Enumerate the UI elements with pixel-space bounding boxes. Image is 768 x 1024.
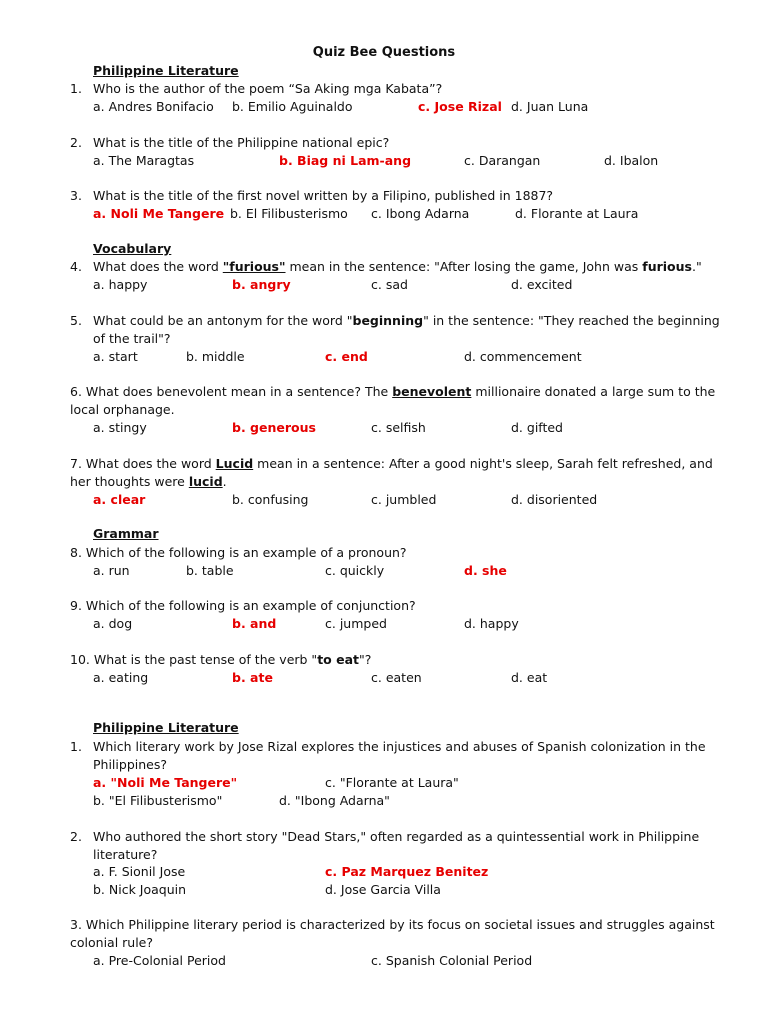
- question-text: Which literary work by Jose Rizal explores the injustices and abuses of Spanish colonization in the Philippines?: [93, 739, 706, 772]
- question-number: 5.: [70, 313, 82, 328]
- correct-answer: b. angry: [232, 277, 291, 292]
- section-heading-philippine-literature-2: Philippine Literature: [93, 720, 239, 735]
- section-heading-philippine-literature: Philippine Literature: [93, 63, 239, 78]
- question-1: [70, 80, 720, 98]
- correct-answer: d. she: [464, 563, 507, 578]
- option-d: d. excited: [511, 277, 573, 292]
- option-c: c. Darangan: [464, 153, 541, 168]
- option-a: a. The Maragtas: [93, 153, 195, 168]
- question-text: 9. Which of the following is an example of conjunction?: [70, 598, 416, 613]
- option-d: d. Florante at Laura: [515, 206, 639, 221]
- option-a: a. run: [93, 563, 130, 578]
- question-3: [70, 187, 720, 205]
- correct-answer: b. Biag ni Lam-ang: [279, 153, 412, 168]
- question-4: [70, 258, 720, 276]
- option-c: c. sad: [371, 277, 408, 292]
- option-a: a. Pre-Colonial Period: [93, 953, 226, 968]
- option-c: c. "Florante at Laura": [325, 775, 459, 790]
- option-c: c. quickly: [325, 563, 385, 578]
- question-number: 1.: [70, 81, 82, 96]
- correct-answer: a. clear: [93, 492, 146, 507]
- option-a: a. eating: [93, 670, 149, 685]
- correct-answer: b. generous: [232, 420, 316, 435]
- question-text: 6. What does benevolent mean in a sentence? The benevolent millionaire donated a large sum to the local orphanage.: [70, 384, 716, 417]
- option-d: d. Jose Garcia Villa: [325, 882, 441, 897]
- question-9: [70, 597, 720, 615]
- option-d: d. Ibalon: [604, 153, 659, 168]
- key-word: to eat: [317, 652, 359, 667]
- question-text: 10. What is the past tense of the verb "to eat"?: [70, 652, 372, 667]
- option-d: d. eat: [511, 670, 548, 685]
- question-text: 8. Which of the following is an example of a pronoun?: [70, 545, 407, 560]
- option-a: a. stingy: [93, 420, 147, 435]
- question-10: [70, 651, 720, 669]
- question-8: [70, 544, 720, 562]
- correct-answer: b. and: [232, 616, 277, 631]
- correct-answer: c. Paz Marquez Benitez: [325, 864, 489, 879]
- option-b: b. table: [186, 563, 234, 578]
- page-title: Quiz Bee Questions: [312, 45, 456, 60]
- key-word: lucid: [188, 474, 223, 489]
- option-d: d. disoriented: [511, 492, 598, 507]
- option-a: a. happy: [93, 277, 148, 292]
- correct-answer: c. Jose Rizal: [418, 99, 502, 114]
- option-c: c. jumped: [325, 616, 387, 631]
- option-b: b. Nick Joaquin: [93, 882, 187, 897]
- correct-answer: b. ate: [232, 670, 273, 685]
- option-b: b. "El Filibusterismo": [93, 793, 223, 808]
- question-number: 2.: [70, 829, 82, 844]
- question-p3: [70, 916, 720, 952]
- question-6: [70, 383, 720, 419]
- option-c: c. jumbled: [371, 492, 437, 507]
- question-number: 1.: [70, 739, 82, 754]
- question-number: 3.: [70, 188, 82, 203]
- section-heading-grammar: Grammar: [93, 526, 159, 541]
- question-p1: [70, 738, 720, 774]
- question-text: What is the title of the Philippine national epic?: [93, 135, 390, 150]
- option-d: d. "Ibong Adarna": [279, 793, 390, 808]
- option-a: a. dog: [93, 616, 133, 631]
- question-text: What is the title of the first novel written by a Filipino, published in 1887?: [93, 188, 554, 203]
- question-text: Who authored the short story "Dead Stars," often regarded as a quintessential work in Philippine literature?: [93, 829, 700, 862]
- key-word-emphasis: furious: [642, 259, 692, 274]
- option-d: d. gifted: [511, 420, 563, 435]
- question-text: What could be an antonym for the word "beginning" in the sentence: "They reached the beginning of the trail"?: [93, 313, 720, 346]
- key-word: benevolent: [392, 384, 472, 399]
- question-2: [70, 134, 720, 152]
- option-a: a. start: [93, 349, 138, 364]
- option-b: b. El Filibusterismo: [230, 206, 348, 221]
- option-b: b. middle: [186, 349, 245, 364]
- question-7: [70, 455, 720, 491]
- option-c: c. eaten: [371, 670, 422, 685]
- option-a: a. Andres Bonifacio: [93, 99, 214, 114]
- correct-answer: c. end: [325, 349, 368, 364]
- key-word: "furious": [222, 259, 286, 274]
- key-word: Lucid: [215, 456, 254, 471]
- option-b: b. confusing: [232, 492, 309, 507]
- question-text: 7. What does the word Lucid mean in a sentence: After a good night's sleep, Sarah felt refreshed, and her thoughts were lucid.: [70, 456, 713, 489]
- section-heading-vocabulary: Vocabulary: [93, 241, 172, 256]
- question-text: Who is the author of the poem “Sa Aking mga Kabata”?: [93, 81, 443, 96]
- option-a: a. F. Sionil Jose: [93, 864, 186, 879]
- option-d: d. happy: [464, 616, 519, 631]
- correct-answer: a. Noli Me Tangere: [93, 206, 225, 221]
- key-word: beginning: [352, 313, 424, 328]
- question-text: What does the word "furious" mean in the sentence: "After losing the game, John was furious.": [93, 259, 702, 274]
- question-p2: [70, 828, 720, 864]
- option-b: b. Emilio Aguinaldo: [232, 99, 353, 114]
- option-c: c. selfish: [371, 420, 426, 435]
- option-d: d. Juan Luna: [511, 99, 589, 114]
- correct-answer: a. "Noli Me Tangere": [93, 775, 238, 790]
- option-c: c. Ibong Adarna: [371, 206, 470, 221]
- question-number: 2.: [70, 135, 82, 150]
- question-number: 4.: [70, 259, 82, 274]
- question-5: [70, 312, 720, 348]
- option-d: d. commencement: [464, 349, 582, 364]
- option-c: c. Spanish Colonial Period: [371, 953, 533, 968]
- question-text: 3. Which Philippine literary period is characterized by its focus on societal issues and struggles against colonial rule?: [70, 917, 715, 950]
